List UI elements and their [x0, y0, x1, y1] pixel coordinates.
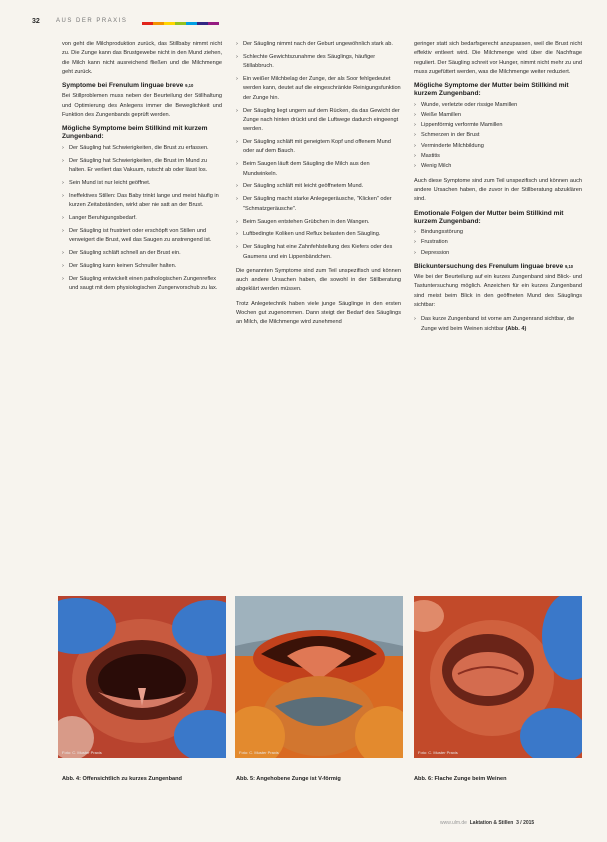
paragraph: geringer statt sich bedarfsgerecht anzupassen, weil die Brust nicht effektiv entleert wird. Die Milchmenge wird über die Nachfrage reguliert. Der Säugling schreit vor Hunger, nimmt nicht mehr zu und muss zugefüttert werden, was die Milchmenge weiter reduziert.	[414, 41, 582, 75]
color-stripe	[142, 22, 153, 25]
reference: 9,10	[564, 263, 574, 269]
figure-reference: (Abb. 4)	[505, 325, 527, 332]
list-item: › Mastitis	[414, 152, 582, 161]
subheading-text: Symptome bei Frenulum linguae breve	[62, 82, 184, 90]
figure-6-caption: Abb. 6: Flache Zunge beim Weinen	[414, 776, 507, 782]
paragraph: von geht die Milchproduktion zurück, das Stillbaby nimmt nicht zu. Die Zunge kann das Brustgewebe nicht in den Mund ziehen, die Milch kann nicht ausreichend fließen und die Milchmenge geht zurück.	[62, 41, 222, 75]
page-header	[32, 18, 577, 32]
color-stripe	[153, 22, 164, 25]
reference: 9,10	[185, 83, 194, 89]
page-number: 32	[32, 18, 40, 25]
paragraph: Auch diese Symptome sind zum Teil unspezifisch und können auch andere Ursachen haben, die zuvor in der Stillberatung abzuklären sind.	[414, 177, 582, 203]
list-item: › Beim Saugen entstehen Grübchen in den Wangen.	[236, 218, 401, 227]
list-item: › Bindungsstörung	[414, 228, 582, 237]
photo-credit: Foto: C. Muster Praxis	[239, 750, 279, 755]
list-item: › Wenig Milch	[414, 162, 582, 171]
infant-mouth-illustration	[58, 596, 226, 758]
list-item: › Der Säugling hat eine Zahnfehlstellung des Kiefers oder des Gaumens und ein Lippenbändchen.	[236, 243, 401, 262]
footer-magazine-name: Laktation & Stillen	[469, 820, 514, 826]
subheading-text: Blickuntersuchung des Frenulum linguae breve	[414, 262, 564, 270]
list-item: › Der Säugling hat Schwierigkeiten, die Brust im Mund zu halten. Er verliert das Vakuum, rutscht ab oder lässt los.	[62, 157, 222, 176]
list-item: › Weiße Mamillen	[414, 111, 582, 120]
infant-mouth-illustration	[414, 596, 582, 758]
list-item: › Sein Mund ist nur leicht geöffnet.	[62, 179, 222, 188]
symptom-list-infant-continued	[236, 40, 401, 262]
list-item: › Lippenförmig verformte Mamillen	[414, 121, 582, 130]
list-item: › Der Säugling entwickelt einen pathologischen Zungenreflex und saugt mit dem physiologischen Zungenvorschub zu lax.	[62, 275, 222, 294]
subheading: Emotionale Folgen der Mutter beim Stillkind mit kurzem Zungenband:	[414, 209, 564, 225]
color-stripe	[186, 22, 197, 25]
color-stripe	[208, 22, 219, 25]
list-item: › Ineffektives Stillen: Das Baby trinkt lange und meist häufig in kurzen Zeitabständen, wirkt aber nie satt an der Brust.	[62, 192, 222, 211]
subheading	[62, 82, 222, 90]
list-item: › Verminderte Milchbildung	[414, 142, 582, 151]
list-item: › Depression	[414, 249, 582, 258]
paragraph: Trotz Anlegetechnik haben viele junge Säuglinge in den ersten Wochen gut zugenommen. Dann steigt der Bedarf des Säuglings an Milch, die Milchmenge wird zunehmend	[236, 300, 401, 326]
figure-5-caption: Abb. 5: Angehobene Zunge ist V-förmig	[236, 776, 341, 782]
section-label: AUS DER PRAXIS	[56, 18, 128, 24]
text-column-1	[62, 40, 222, 298]
emotional-effects-list	[414, 228, 582, 258]
footer-issue-number: 3 / 2015	[516, 820, 535, 826]
list-item: › Der Säugling kann keinen Schnuller halten.	[62, 262, 222, 271]
list-item: › Ein weißer Milchbelag der Zunge, der als Soor fehlgedeutet werden kann, deutet auf die eingeschränkte Reinigungsfunktion der Zunge hin.	[236, 75, 401, 103]
text-column-2	[236, 40, 401, 333]
list-item: › Beim Saugen läuft dem Säugling die Milch aus den Mundwinkeln.	[236, 160, 401, 179]
list-item: › Schlechte Gewichtszunahme des Säuglings, häufiger Stillabbruch.	[236, 53, 401, 72]
figure-4-photo	[58, 596, 226, 758]
list-item: › Wunde, verletzte oder rissige Mamillen	[414, 101, 582, 110]
list-item: › Der Säugling schläft mit leicht geöffnetem Mund.	[236, 182, 401, 191]
list-item: › Frustration	[414, 238, 582, 247]
figure-5-photo	[235, 596, 403, 758]
paragraph: Bei Stillproblemen muss neben der Beurteilung der Stillhaltung und Optimierung des Anlegens immer die Beweglichkeit und Funktion des Zungenbands geprüft werden.	[62, 93, 222, 118]
list-item: › Schmerzen in der Brust	[414, 131, 582, 140]
subheading	[414, 263, 582, 271]
color-stripe	[197, 22, 208, 25]
photo-strip	[58, 596, 586, 758]
list-item: › Der Säugling schläft mit geneigtem Kopf und offenem Mund oder auf dem Bauch.	[236, 138, 401, 157]
subheading: Mögliche Symptome beim Stillkind mit kurzem Zungenband:	[62, 125, 208, 141]
paragraph: Die genannten Symptome sind zum Teil unspezifisch und können auch andere Ursachen haben, die sowohl in der Stillberatung abgeklärt werden müssen.	[236, 267, 401, 293]
list-item-text: Das kurze Zungenband ist vorne am Zungenrand sichtbar, die Zunge wird beim Weinen sichtbar	[421, 316, 575, 332]
list-item: › Der Säugling ist frustriert oder erschöpft von Stillen und verweigert die Brust, weil das Saugen zu anstrengend ist.	[62, 227, 222, 246]
list-item: › Der Säugling nimmt nach der Geburt ungewöhnlich stark ab.	[236, 40, 401, 49]
text-column-3	[414, 40, 582, 339]
list-item: › Luftbedingte Koliken und Reflux belasten den Säugling.	[236, 230, 401, 239]
color-stripe	[175, 22, 186, 25]
symptom-list-infant	[62, 144, 222, 294]
list-item: › Der Säugling hat Schwierigkeiten, die Brust zu erfassen.	[62, 144, 222, 153]
subheading: Mögliche Symptome der Mutter beim Stillkind mit kurzem Zungenband:	[414, 82, 569, 98]
photo-credit: Foto: C. Muster Praxis	[418, 750, 458, 755]
examination-list	[414, 315, 582, 334]
symptom-list-mother	[414, 101, 582, 172]
figure-6-photo	[414, 596, 582, 758]
footer-website: www.ulm.de	[440, 820, 467, 826]
paragraph: Wie bei der Beurteilung auf ein kurzes Zungenband sind Blick- und Tastuntersuchung möglich. Anzeichen für ein kurzes Zungenband sind meist beim Blick in den geöffneten Mund des Säuglings sichtbar:	[414, 274, 582, 308]
list-item: › Langer Beruhigungsbedarf.	[62, 214, 222, 223]
list-item: › Der Säugling macht starke Anlegegeräusche, "Klicken" oder "Schmatzgeräusche".	[236, 195, 401, 214]
figure-4-caption: Abb. 4: Offensichtlich zu kurzes Zungenband	[62, 776, 182, 782]
list-item	[414, 315, 582, 334]
infant-mouth-illustration	[235, 596, 403, 758]
page-footer	[440, 820, 534, 826]
list-item: › Der Säugling liegt ungern auf dem Rücken, da das Gewicht der Zunge nach hinten drückt und die Luftwege dadurch eingeengt werden.	[236, 107, 401, 135]
color-bar	[142, 22, 219, 25]
color-stripe	[164, 22, 175, 25]
list-item: › Der Säugling schläft schnell an der Brust ein.	[62, 249, 222, 258]
photo-credit: Foto: C. Muster Praxis	[62, 750, 102, 755]
